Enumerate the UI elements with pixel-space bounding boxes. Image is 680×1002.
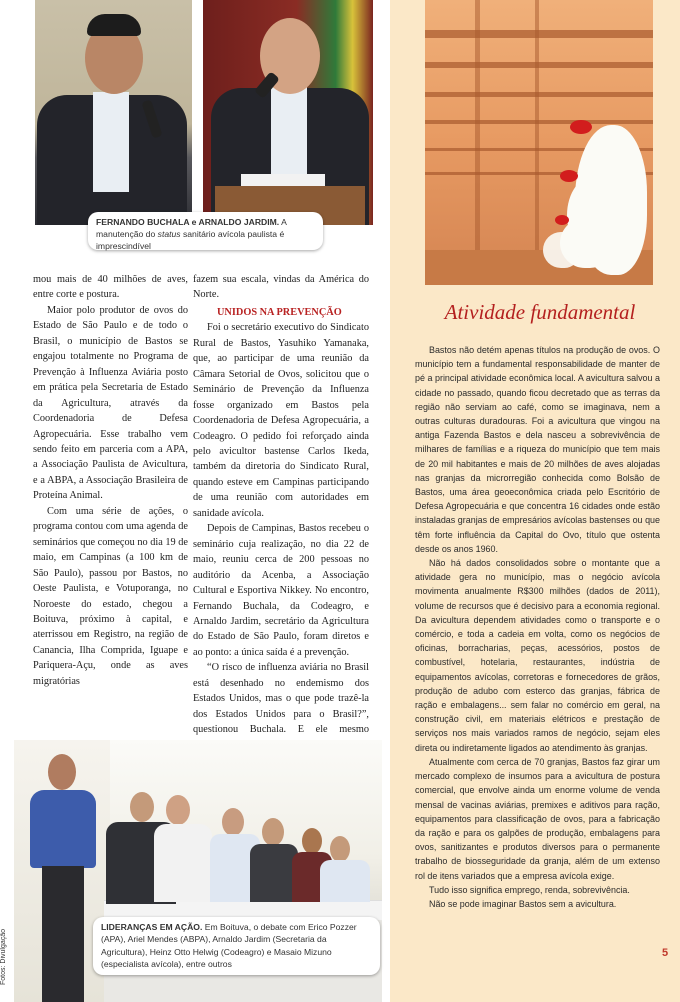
photo-fernando-buchala	[35, 0, 192, 225]
sidebar-title: Atividade fundamental	[444, 300, 636, 324]
sidebar-paragraph: Não se pode imaginar Bastos sem a avicultura.	[429, 898, 617, 909]
photo-credit: Fotos: Divulgação	[0, 928, 7, 985]
article-paragraph: fazem sua escala, vindas da América do Norte.	[193, 274, 369, 301]
sidebar-paragraph: Atualmente com cerca de 70 granjas, Bastos faz girar um mercado complexo de insumos para a avicultura de postura comercial, que envolve ainda um enorme volume de venda mensal de vacinas aviárias, premixes e aditivos para ração, equipamentos para classificação de ovos, para a fabricação da ração e para os galpões de produção, embalagens para ovos, sanitizantes e produtos diversos para o permanente trabalho de biosseguridade da granja, além de um extenso rol de itens variados que a empresa avícola exige.	[415, 756, 660, 881]
section-subheading: UNIDOS NA PREVENÇÃO	[217, 306, 342, 318]
article-column-2	[193, 272, 369, 753]
article-paragraph: “O risco de influenza aviária no Brasil está desenhado no endemismo dos Estados Unidos, mas o que pode trazê-la dos Estados Unidos para o Brasil?”, questionou Buchala. E ele mesmo	[193, 662, 369, 736]
page-number: 5	[662, 947, 669, 959]
photo-caption-top: FERNANDO BUCHALA e ARNALDO JARDIM. A manutenção do status sanitário avícola paulista é imprescindível	[88, 212, 323, 250]
article-column-1	[33, 272, 188, 689]
article-paragraph: mou mais de 40 milhões de aves, entre corte e postura.	[33, 274, 188, 301]
article-paragraph: Com uma série de ações, o programa contou com uma agenda de seminários que começou no dia 19 de maio, em Campinas (a 100 km de São Paulo), passou por Bastos, no Oeste Paulista, e Votuporanga, no Noroeste do estado, chegou a Boituva, próximo à capital, e aterrissou em Registro, na região de Canancia, Ilha Comprida, Iguape e Pariquera-Açu, onde as aves migratórias	[33, 505, 188, 687]
sidebar-paragraph: Bastos não detém apenas títulos na produção de ovos. O município tem a fundamental responsabilidade de manter de pé a principal atividade econômica local. A avicultura salvou a cidade no passado, quando ficou decretado que as terras da região não serviam ao café, como se imaginava, nem a outras culturas duradouras. Foi a avicultura que vingou na antiga Fazenda Bastos e dela nasceu a sobrevivência de milhares de famílias e a riqueza do município que tem mais de 20 mil habitantes e mais de 20 milhões de aves alojadas nas granjas da microrregião conhecida como Bolsão de Bastos, uma área geoeconômica criada pelo Escritório de Defesa Agropecuária e que concentra 16 cidades onde estão instaladas granjas de empresários avícolas bastenses ou que têm forte influência da Capital do Ovo, título que ostenta desde os anos 1960.	[415, 345, 660, 554]
article-paragraph: Foi o secretário executivo do Sindicato Rural de Bastos, Yasuhiko Yamanaka, que, ao participar de uma reunião da Câmara Setorial de Ovos, solicitou que o Seminário de Prevenção da Influenza fosse organizado em Bastos pela Coordenadoria de Defesa Agropecuária, a Codeagro. O pedido foi reforçado ainda pelo avicultor bastense Carlos Ikeda, também da diretoria do Sindicato Rural, quando esteve em Campinas participando de uma reunião com autoridades em sanidade avícola.	[193, 322, 369, 519]
photo-arnaldo-jardim	[203, 0, 373, 225]
photo-hens	[425, 0, 653, 285]
article-paragraph: Maior polo produtor de ovos do Estado de São Paulo e de todo o Brasil, o município de Bastos se engajou totalmente no Programa de Prevenção à Influenza Aviária posto em prática pela Secretaria de Estado da Agricultura, através da Coordenadoria de Defesa Agropecuária. Esse trabalho vem sendo feito em parceria com a APA, a Associação Paulista de Avicultura, e a ABPA, a Associação Brasileira de Proteína Animal.	[33, 304, 188, 502]
sidebar-paragraph: Não há dados consolidados sobre o montante que a atividade gera no município, mas o negócio avícola movimenta anualmente R$300 milhões (dados de 2011), volume de recursos que é decisivo para a economia regional. Da avicultura dependem atividades como o transporte e o comércio, e toda a cadeia em volta, como os negócios de oficinas, borracharias, peças, acessórios, postos de combustível, hotelaria, restaurantes, indústria de equipamentos avícolas, corretoras e fornecedores de grãos, produção de adubo com esterco das granjas, fábrica de ração e embalagens... sem falar no comércio em geral, na construção civil, em materiais elétricos e prestação de serviços nos mais variados ramos de negócio, sejam eles direta ou indiretamente ligados ao atendimento às granjas.	[415, 558, 660, 753]
article-paragraph: Depois de Campinas, Bastos recebeu o seminário cuja realização, no dia 22 de maio, reuniu cerca de 200 pessoas no auditório da Acenba, a Associação Cultural e Esportiva Nikkey. No encontro, Fernando Buchala, da Codeagro, e Arnaldo Jardim, secretário da Agricultura do Estado de São Paulo, foram diretos e ao ponto: a única saída é a prevenção.	[193, 523, 369, 658]
sidebar-paragraph: Tudo isso significa emprego, renda, sobrevivência.	[429, 884, 630, 895]
photo-caption-bottom: LIDERANÇAS EM AÇÃO. Em Boituva, o debate com Erico Pozzer (APA), Ariel Mendes (ABPA), Arnaldo Jardim (Secretaria da Agricultura), Heinz Otto Helwig (Codeagro) e Masaio Mizuno (especialista avícola), entre outros	[93, 917, 380, 975]
sidebar-body	[415, 343, 660, 911]
